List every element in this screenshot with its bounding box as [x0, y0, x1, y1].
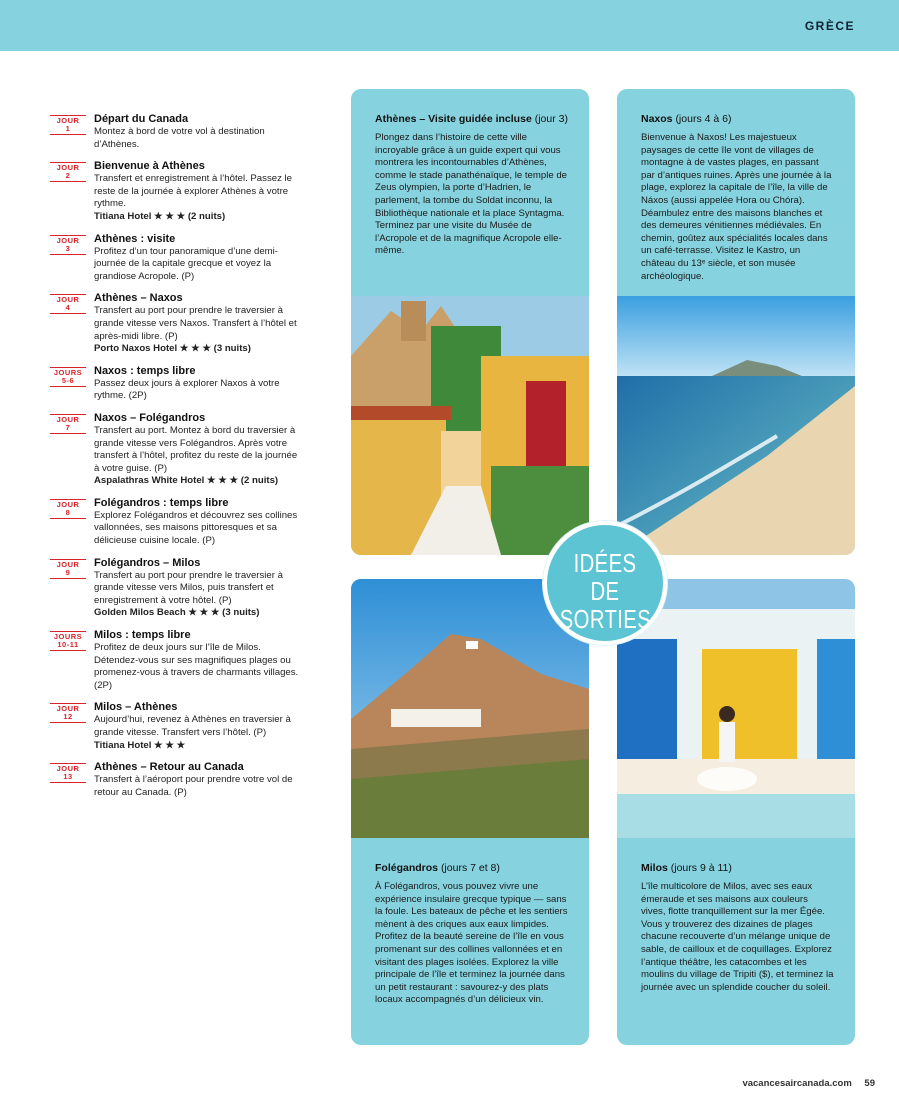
day-hotel: Golden Milos Beach ★ ★ ★ (3 nuits): [94, 607, 260, 619]
itinerary-day: [50, 233, 300, 284]
card-body: Bienvenue à Naxos! Les majestueux paysages de cette île vont de villages de montagne à de vastes plages, en passant par d’antiques ruines. Après une journée à la plage, explorez la capitale de l’île, la ville de Náxos (aussi appelée Hora ou Chóra). Déambulez entre des maisons blanches et des demeures vénitiennes médiévales. En chemin, goûtez aux spécialités locales dans un café-terrasse. Visitez le Kastro, un château du 13ᵉ siècle, et son musée archéologique.: [641, 132, 832, 282]
card-title: Milos (jours 9 à 11): [641, 862, 732, 874]
day-badge: JOUR 9: [50, 559, 86, 579]
day-hotel: Titiana Hotel ★ ★ ★ (2 nuits): [94, 210, 226, 222]
card-folegandros: [351, 579, 589, 1045]
day-title: Athènes – Retour au Canada: [94, 761, 244, 774]
card-naxos: [617, 89, 855, 555]
itinerary-day: [50, 497, 300, 548]
itinerary-day: [50, 629, 300, 692]
day-badge: JOUR 12: [50, 703, 86, 723]
itinerary-day: [50, 701, 300, 752]
athens-street-photo: [351, 296, 589, 555]
day-badge: JOUR 2: [50, 162, 86, 182]
day-description: Passez deux jours à explorer Naxos à votre rythme. (2P): [94, 377, 280, 402]
day-description: Transfert au port. Montez à bord du traversier à grande vitesse vers Folégandros. Après votre transfert à l’hôtel, profitez du reste de la journée à votre guise. (P): [94, 424, 298, 474]
day-badge: JOURS 10-11: [50, 631, 86, 651]
day-description: Transfert au port pour prendre le traversier à grande vitesse vers Milos, puis transfert et enregistrement à votre hôtel. (P): [94, 569, 283, 606]
day-hotel: Aspalathras White Hotel ★ ★ ★ (2 nuits): [94, 475, 279, 487]
itinerary-day: [50, 160, 300, 223]
region-title: GRÈCE: [804, 19, 855, 33]
day-description: Transfert à l’aéroport pour prendre votre vol de retour au Canada. (P): [94, 774, 293, 798]
day-title: Naxos : temps libre: [94, 364, 196, 377]
card-athenes: [351, 89, 589, 555]
itinerary-day: [50, 292, 300, 355]
day-title: Folégandros – Milos: [94, 556, 201, 569]
card-body: À Folégandros, vous pouvez vivre une expérience insulaire grecque typique — sans la foule. Les bateaux de pêche et les sentiers mènent à des criques aux eaux limpides. Profitez de la beauté sereine de l’île en vous promenant sur des collines vallonnées et en visitant des plages isolées. Explorez la ville principale de l’île et terminez la journée dans un petit restaurant : savourez-y des plats locaux accompagnés d’un délicieux vin.: [375, 881, 568, 1006]
day-hotel: Porto Naxos Hotel ★ ★ ★ (3 nuits): [94, 343, 251, 355]
itinerary-day: [50, 557, 300, 620]
itinerary-day: [50, 412, 300, 488]
day-badge: JOUR 7: [50, 414, 86, 434]
top-banner: [0, 0, 899, 51]
day-hotel: Titiana Hotel ★ ★ ★: [94, 739, 186, 751]
day-description: Profitez de deux jours sur l’île de Milos. Détendez-vous sur ses magnifiques plages ou promenez-vous à travers de charmants villages. (2P): [94, 642, 299, 691]
day-description: Transfert et enregistrement à l’hôtel. Passez le reste de la journée à explorer Athènes à votre rythme.: [94, 173, 293, 210]
card-body: L’île multicolore de Milos, avec ses eaux émeraude et ses maisons aux couleurs vives, flotte tranquillement sur la mer Égée. Vous y trouverez des dizaines de plages chacune recouverte d’un mélange unique de sable, de cailloux et de coquillages. Explorez l’antique théâtre, les catacombes et les moulins du village de Tripiti ($), et terminez la journée avec un splendide coucher du soleil.: [641, 881, 834, 993]
itinerary-day: [50, 113, 300, 151]
day-description: Aujourd’hui, revenez à Athènes en traversier à grande vitesse. Transfert vers l’hôtel. (P): [94, 714, 291, 738]
day-description: Explorez Folégandros et découvrez ses collines vallonnées, ses maisons pittoresques et sa délicieuse cuisine locale. (P): [94, 509, 298, 547]
page-number: 59: [864, 1078, 875, 1089]
card-title: Athènes – Visite guidée incluse (jour 3): [375, 113, 568, 125]
day-badge: JOUR 8: [50, 499, 86, 519]
day-title: Milos – Athènes: [94, 701, 178, 714]
card-milos: [617, 579, 855, 1045]
naxos-beach-photo: [617, 296, 855, 555]
footer-website: vacancesaircanada.com: [742, 1078, 852, 1089]
day-title: Folégandros : temps libre: [94, 496, 229, 509]
day-title: Naxos – Folégandros: [94, 411, 206, 424]
idees-de-sorties-badge: IDÉES DE SORTIES: [543, 521, 667, 645]
day-description: Profitez d’un tour panoramique d’une demi-journée de la capitale grecque et voyez la grandiose Acropole. (P): [94, 245, 278, 282]
day-title: Milos : temps libre: [94, 629, 191, 642]
day-title: Athènes – Naxos: [94, 292, 183, 305]
itinerary-list: [50, 113, 300, 808]
page-footer: [742, 1078, 875, 1089]
day-title: Athènes : visite: [94, 232, 176, 245]
day-badge: JOUR 3: [50, 235, 86, 255]
day-title: Départ du Canada: [94, 113, 189, 125]
day-badge: JOURS 5-6: [50, 367, 86, 387]
card-body: Plongez dans l’histoire de cette ville incroyable grâce à un guide expert qui vous montrera les incontournables d’Athènes, comme le stade panathénaïque, le temple de Zeus olympien, la porte d’Hadrien, le parlement, la tombe du Soldat inconnu, la Bibliothèque nationale et la place Syntagma. Terminez par une visite du Musée de l’Acropole et de la magnifique Acropole elle-même.: [375, 132, 568, 257]
day-badge: JOUR 13: [50, 763, 86, 783]
day-description: Montez à bord de votre vol à destination d’Athènes.: [94, 126, 265, 150]
card-title: Naxos (jours 4 à 6): [641, 113, 732, 125]
day-title: Bienvenue à Athènes: [94, 160, 205, 173]
day-description: Transfert au port pour prendre le traversier à grande vitesse vers Naxos. Transfert à l’hôtel et après-midi libre. (P): [94, 305, 297, 342]
itinerary-day: [50, 365, 300, 403]
card-title: Folégandros (jours 7 et 8): [375, 862, 500, 874]
day-badge: JOUR 1: [50, 115, 86, 135]
day-badge: JOUR 4: [50, 294, 86, 314]
itinerary-day: [50, 761, 300, 799]
